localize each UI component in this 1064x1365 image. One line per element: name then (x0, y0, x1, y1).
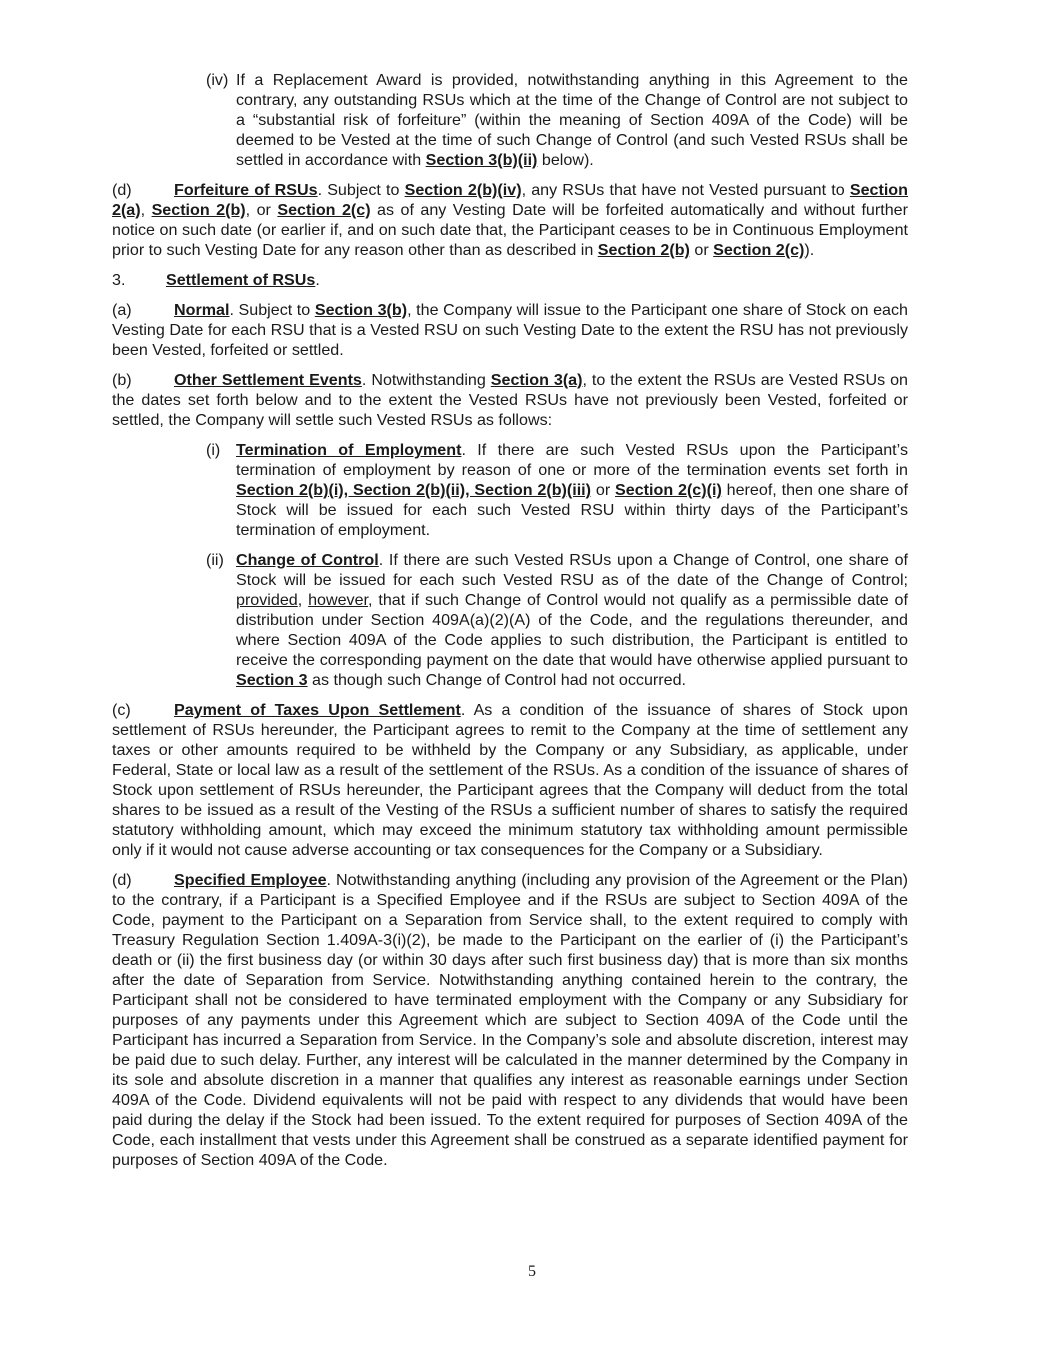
text: as of any Vesting Date will be forfeited automatically and without further notice on such date (or earlier if, and on such date that, the Participant ceases to be in Continuous Employment prior to such Vesting Date for any reason other than as described in (112, 201, 908, 259)
item-label: (c) (112, 701, 131, 719)
item-number: (iv) (206, 71, 229, 89)
text: hereof, then one share of Stock will be issued for each such Vested RSU within thirty days of the Participant’s termination of employment. (236, 481, 908, 539)
item-label: (b) (112, 371, 132, 389)
text: ). (804, 241, 815, 259)
item-number: (ii) (206, 551, 224, 569)
section-reference: Section 2(b) (151, 201, 246, 219)
paragraph-3d-specified-employee (112, 870, 908, 1170)
section-number: 3. (112, 271, 126, 289)
item-label: (a) (112, 301, 132, 319)
text: , to the extent the RSUs are Vested RSUs on the dates set forth below and to the extent the Vested RSUs have not previously been Vested, forfeited or settled, the Company will settle such Vested RSUs as follows: (112, 371, 908, 429)
section-reference: Section 2(c) (713, 241, 805, 259)
paragraph-3c-taxes (112, 700, 908, 860)
text: or (689, 241, 714, 259)
section-reference: Section 2(a) (112, 181, 908, 219)
section-heading: Payment of Taxes Upon Settlement (174, 701, 461, 719)
text: . (315, 271, 320, 289)
item-number: (i) (206, 441, 221, 459)
section-heading: Normal (174, 301, 230, 319)
text: . Subject to (317, 181, 405, 199)
section-reference: Section 2(c) (277, 201, 371, 219)
underlined-term: provided (236, 591, 298, 609)
section-reference: Section 3(b) (314, 301, 408, 319)
section-3-heading (112, 270, 908, 290)
section-heading: Forfeiture of RSUs (174, 181, 318, 199)
section-title: Settlement of RSUs (166, 271, 316, 289)
text: , (297, 591, 309, 609)
item-label: (d) (112, 181, 132, 199)
section-heading: Change of Control (236, 551, 379, 569)
section-reference: Section 3 (236, 671, 308, 689)
paragraph-2d-forfeiture (112, 180, 908, 260)
text: . Subject to (229, 301, 315, 319)
text: , the Company will issue to the Participant one share of Stock on each Vesting Date for each RSU that is a Vested RSU on such Vesting Date to the extent the RSU has not previously been Vested, forfeited or settled. (112, 301, 908, 359)
document-page (112, 70, 908, 1180)
text: , that if such Change of Control would not qualify as a permissible date of distribution under Section 409A(a)(2)(A) of the Code, and the regulations thereunder, and where Section 409A of the Code applies to such distribution, the Participant is entitled to receive the corresponding payment on the date that would have otherwise applied pursuant to (236, 591, 908, 669)
text: . If there are such Vested RSUs upon the Participant’s termination of employment by reason of one or more of the termination events set forth in (236, 441, 908, 479)
text: If a Replacement Award is provided, notwithstanding anything in this Agreement to the contrary, any outstanding RSUs which at the time of the Change of Control are not subject to a “substantial risk of forfeiture” (within the meaning of Section 409A of the Code) will be deemed to be Vested at the time of such Change of Control (and such Vested RSUs shall be settled in accordance with (236, 71, 908, 169)
text: . Notwithstanding (361, 371, 491, 389)
text: . If there are such Vested RSUs upon a Change of Control, one share of Stock will be issued for each such Vested RSU as of the date of the Change of Control; (236, 551, 908, 589)
text: below). (537, 151, 594, 169)
text: , (140, 201, 152, 219)
paragraph-3b-i (206, 440, 908, 540)
section-reference: Section 2(b) (597, 241, 690, 259)
section-reference: Section 2(b)(i), Section 2(b)(ii), Section 2(b)(iii) (236, 481, 592, 499)
text: . As a condition of the issuance of shares of Stock upon settlement of RSUs hereunder, the Participant agrees to remit to the Company at the time of settlement any taxes or other amounts required to be withheld by the Company or any Subsidiary, as applicable, under Federal, State or local law as a result of the settlement of the RSUs. As a condition of the issuance of shares of Stock upon settlement of RSUs hereunder, the Participant agrees that the Company will deduct from the total shares to be issued as a result of the Vesting of the RSUs a sufficient number of shares to satisfy the required statutory withholding amount, which may exceed the minimum statutory tax withholding amount permissible only if it would not cause adverse accounting or tax consequences for the Company or a Subsidiary. (112, 701, 908, 859)
text: , any RSUs that have not Vested pursuant to (521, 181, 850, 199)
section-heading: Termination of Employment (236, 441, 462, 459)
underlined-term: however (308, 591, 369, 609)
section-reference: Section 3(a) (490, 371, 583, 389)
text: or (591, 481, 616, 499)
section-heading: Other Settlement Events (174, 371, 362, 389)
text: as though such Change of Control had not occurred. (307, 671, 687, 689)
section-reference: Section 2(c)(i) (615, 481, 722, 499)
section-heading: Specified Employee (174, 871, 327, 889)
section-reference: Section 3(b)(ii) (425, 151, 538, 169)
paragraph-3b-other-settlement (112, 370, 908, 430)
text: . Notwithstanding anything (including any provision of the Agreement or the Plan) to the contrary, if a Participant is a Specified Employee and if the RSUs are subject to Section 409A of the Code, payment to the Participant on a Separation from Service shall, to the extent required to comply with Treasury Regulation Section 1.409A-3(i)(2), be made to the Participant on the earlier of (i) the Participant’s death or (ii) the first business day (or within 30 days after such first business day) that is more than six months after the date of Separation from Service. Notwithstanding anything contained herein to the contrary, the Participant shall not be considered to have terminated employment with the Company or any Subsidiary for purposes of any payments under this Agreement which are subject to Section 409A of the Code until the Participant has incurred a Separation from Service. In the Company’s sole and absolute discretion, interest may be paid due to such delay. Further, any interest will be calculated in the manner determined by the Company in its sole and absolute discretion in a manner that qualifies any interest as reasonable earnings under Section 409A of the Code. Dividend equivalents will not be paid with respect to any dividends that would have been paid during the delay if the Stock had been issued. To the extent required for purposes of Section 409A of the Code, each installment that vests under this Agreement shall be construed as a separate identified payment for purposes of Section 409A of the Code. (112, 871, 908, 1169)
paragraph-3a-normal (112, 300, 908, 360)
item-label: (d) (112, 871, 132, 889)
paragraph-2c-iv (206, 70, 908, 170)
paragraph-3b-ii (206, 550, 908, 690)
section-reference: Section 2(b)(iv) (404, 181, 522, 199)
text: , or (245, 201, 278, 219)
page-number: 5 (528, 1263, 536, 1280)
